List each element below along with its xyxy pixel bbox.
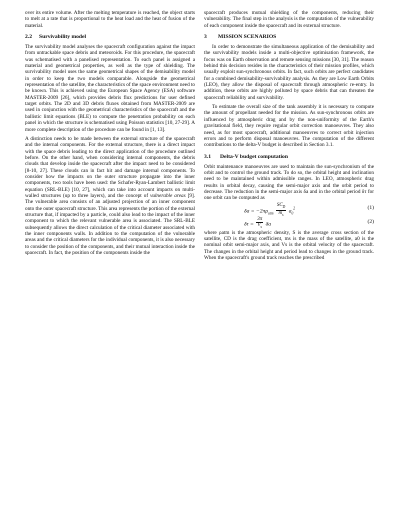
- section-heading-survivability: [25, 34, 195, 41]
- paragraph-melting: over its entire volume. After the melting temperature is reached, the object starts to melt at a rate that is proportional to the heat load and the heat of fusion of the material.: [25, 10, 195, 29]
- equation-body: δτ = $\frac{3\pi}{V_s}$ δa: [244, 216, 272, 230]
- equation-body: $\delta a = -2\pi\rho_{atm}$ $\frac{SC_D}{m_s}$ $a_0^2$: [244, 202, 296, 218]
- paragraph-external-internal: [25, 136, 195, 257]
- section-title: Survivability model: [39, 34, 87, 41]
- paragraph-mutual-shielding: spacecraft produces mutual shielding of the components, reducing their vulnerability. The final step in the analysis is the computation of the vulnerability of each component inside the spacecraft and its external structure.: [204, 10, 374, 29]
- paragraph-where-definitions: where ρatm is the atmospheric density, S is the average cross section of the satellite, CD is the drag coefficient, ms is the mass of the satellite, a0 is the nominal orbit semi-major axis, and Vs is the orbital velocity of the spacecraft. The changes in the orbital height and period lead to changes in the ground track. When the spacecraft's ground track reaches the prescribed: [204, 229, 374, 261]
- paragraph-mission-focus: In order to demonstrate the simultaneous application of the demisability and the survivability models inside a multi-objective optimisation framework, the focus was on Earth observation and remote sensing missions [30, 31]. The reason behind this decision resides in the characteristics of their mission profiles, which usually exploit sun-synchronous orbits. In fact, such orbits are perfect candidates for a combined demisability-survivability analysis. As they are Low Earth Orbits (LEO), they allow the disposal of spacecraft through atmospheric re-entry. In addition, these orbits are highly polluted by space debris that can threaten the spacecraft reliability and survivability.: [204, 44, 374, 101]
- paragraph-text: A distinction needs to be made between the external structure of the spacecraft and the internal components. For the external structure, there is a direct impact with the space debris leading to the direct application of the procedure outlined before. On the other hand, when considering internal components, the debris clouds that develop inside the spacecraft after the impact need to be considered [8-10, 27]. These clouds can in fact hit and damage internal components. To consider how the impacts on the outer structure propagate into the inner components, two tools have been used: the Schafer-Ryan-Lambert ballistic limit equation (SRL-BLE) [10, 27], which can take into account impacts on multi-walled structures (up to three layers), and the concept of: [25, 135, 195, 199]
- subsection-number: 3.1: [204, 153, 211, 160]
- equation-1: [204, 202, 374, 216]
- left-column: [25, 10, 195, 256]
- section-number: 3: [204, 34, 207, 41]
- right-column: [204, 10, 374, 261]
- paragraph-tank-assembly: To estimate the overall size of the tank assembly it is necessary to compute the amount of propellant needed for the mission. As sun-synchronous orbits are influenced by atmospheric drag and by the non-uniformity of the Earth's gravitational field, they require regular orbit correction manoeuvres. They also need, as for most spacecraft, additional manoeuvres to correct orbit injection errors and to perform disposal manoeuvres. The computation of the different contributions to the delta-V budget is described in Section 3.1.: [204, 104, 374, 149]
- fraction: $\frac{3\pi}{V_s}$: [257, 216, 263, 230]
- paragraph-survivability-model: The survivability model analyses the spacecraft configuration against the impact from untrackable space debris and meteoroids. For this procedure, the spacecraft was schematised with a panelised representation. To each panel is assigned a material and geometrical properties, as well as the type of shielding. The survivability model uses the same geometrical shapes of the demisability model in order to keep the two models comparable. Alongside the geometrical representation of the satellite, the characteristics of the space environment need to be known. This is achieved using the European Space Agency (ESA) software MASTER-2009 [26], which provides debris flux predictions for user defined target orbits. The 2D and 3D debris fluxes obtained from MASTER-2009 are used in conjunction with the geometrical characteristics of the spacecraft and the ballistic limit equations (BLE) to compute the penetration probability on each panel in which the structure is schematised using Poisson statistics [10, 27-29]. A more complete description of the procedure can be found in [1, 13].: [25, 44, 195, 133]
- paragraph-text: [9]. The vulnerable area consists of an adjusted projection of an inner component onto the outer spacecraft structure. This area represents the portion of the external structure that, if impacted by a particle, could also lead to the impact of the inner component to which the relevant vulnerable area is associated. The SRL-BLE subsequently allows the direct calculation of the critical diameter associated with the inner components walls. In addition to the computation of the vulnerable areas and the critical diameters for the individual components, it is also necessary to consider the position of the components, and their mutual interaction inside the spacecraft. In fact, the position of the components inside the: [25, 192, 195, 257]
- section-number: 2.2: [25, 34, 32, 41]
- equation-number: (1): [367, 204, 374, 211]
- fraction: $\frac{SC_D}{m_s}$: [276, 202, 286, 218]
- subsection-heading-delta-v: [204, 154, 374, 161]
- equation-2: [204, 216, 374, 230]
- paragraph-orbit-maintenance: Orbit maintenance manoeuvres are used to maintain the sun-synchronism of the orbit and to control the ground track. To do so, the orbital height and inclination need to be maintained within admissible ranges. In LEO, atmospheric drag results in orbital decay, causing the semi-major axis and the orbit period to decrease. The reduction in the semi-major axis δa and in the orbital period δτ for one orbit can be computed as: [204, 163, 374, 202]
- subsection-title: Delta-V budget computation: [220, 153, 288, 160]
- emphasis-vulnerable-areas: vulnerable areas: [150, 192, 186, 199]
- section-title: MISSION SCENARIOS: [218, 34, 277, 41]
- equation-number: (2): [367, 218, 374, 225]
- section-heading-mission-scenarios: [204, 34, 374, 41]
